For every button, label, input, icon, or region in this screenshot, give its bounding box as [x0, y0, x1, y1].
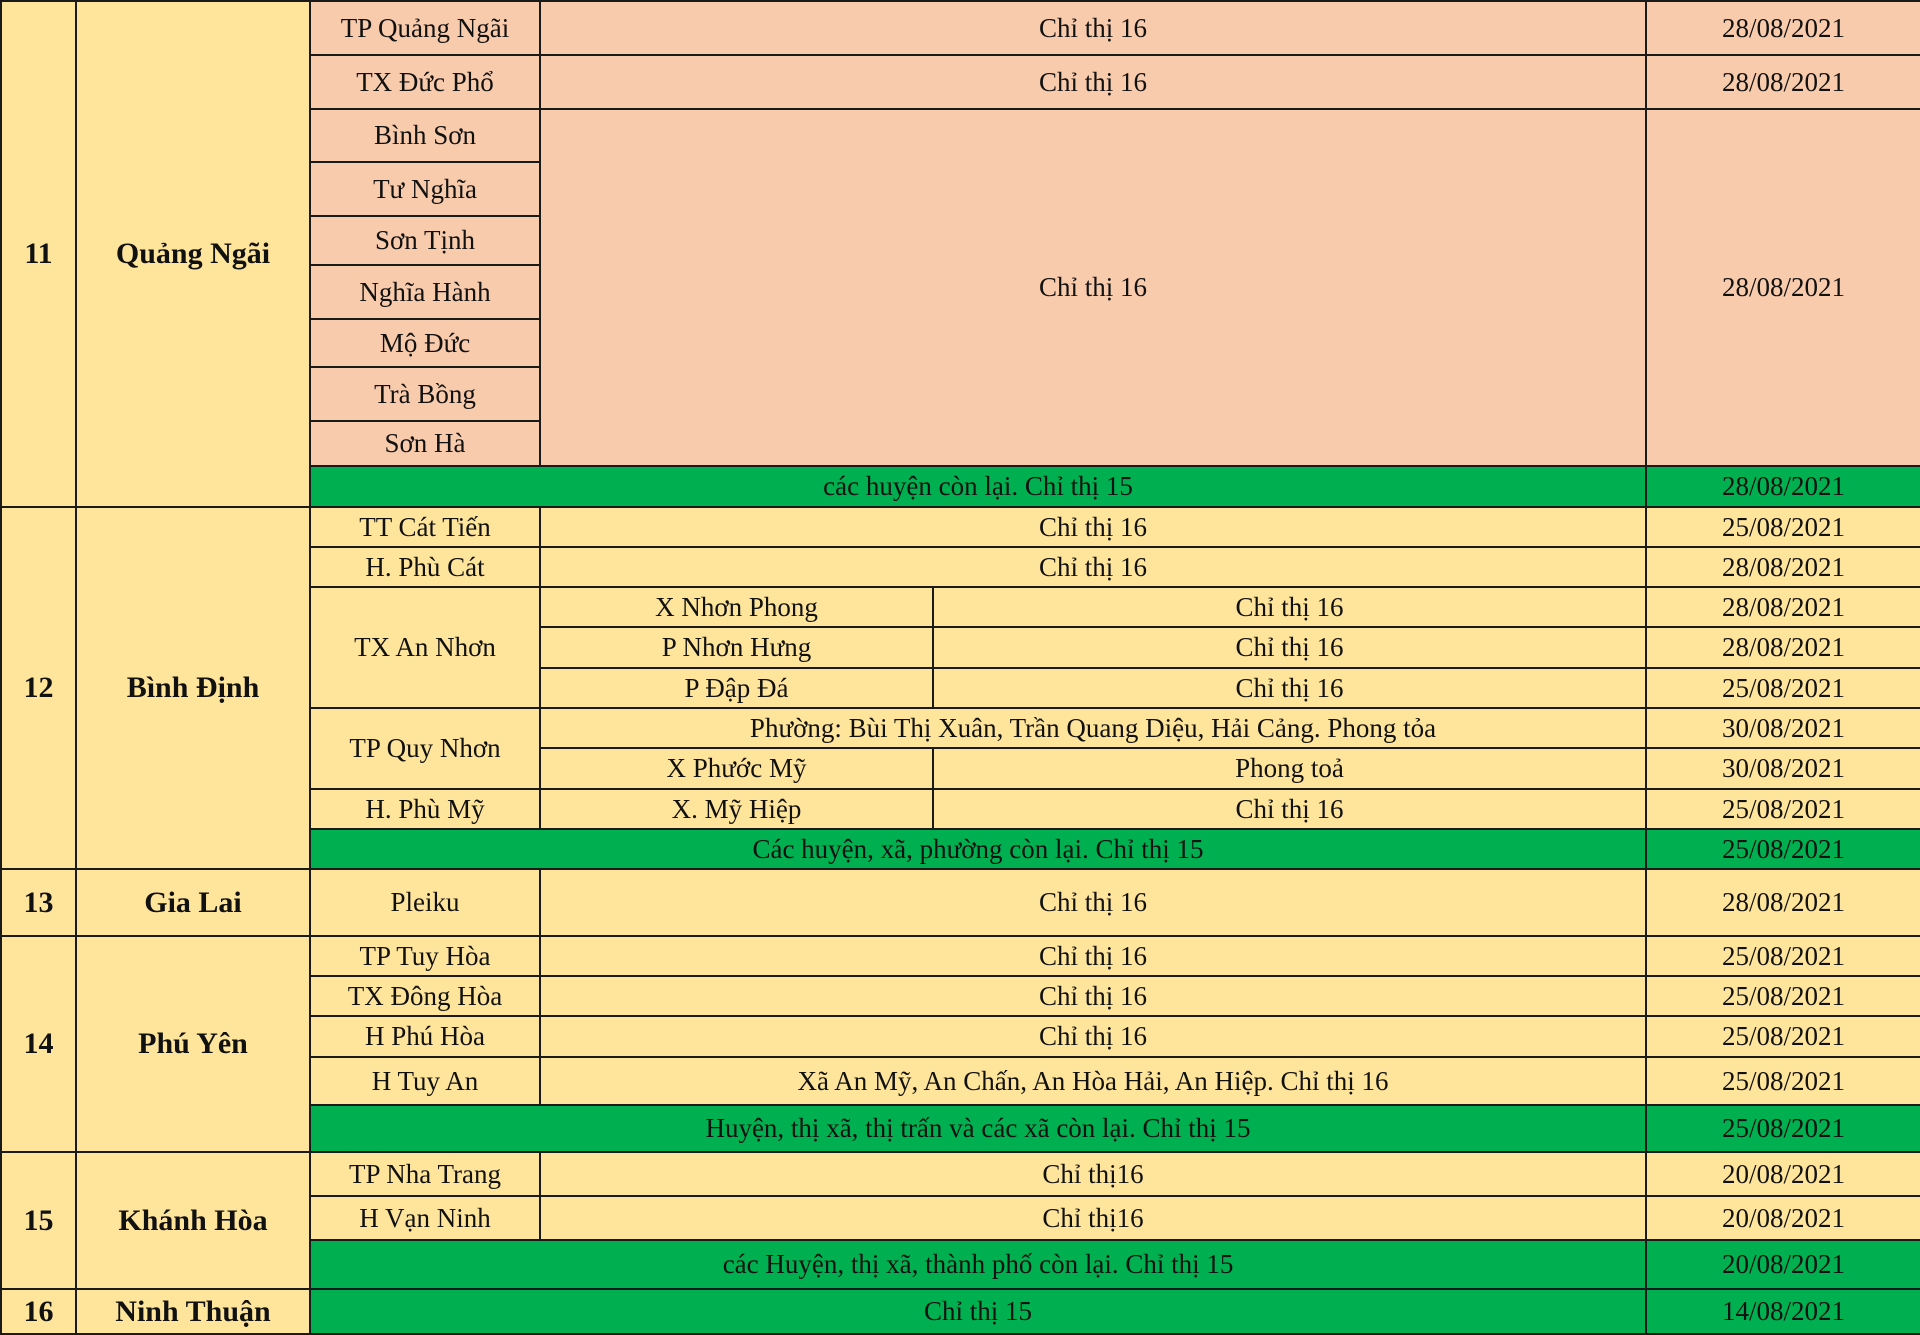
remaining-status-cell: các huyện còn lại. Chỉ thị 15: [310, 466, 1646, 507]
date-cell: 14/08/2021: [1646, 1289, 1920, 1334]
table-row: [1, 936, 1920, 976]
area-cell: TT Cát Tiến: [310, 507, 540, 547]
date-cell: 30/08/2021: [1646, 748, 1920, 789]
province-name: Bình Định: [76, 507, 310, 869]
date-cell: 28/08/2021: [1646, 1, 1920, 55]
status-cell: Chỉ thị 16: [540, 869, 1646, 936]
table-row: [1, 869, 1920, 936]
area-cell: TP Nha Trang: [310, 1152, 540, 1196]
province-name: Ninh Thuận: [76, 1289, 310, 1334]
status-cell: Chỉ thị16: [540, 1196, 1646, 1240]
date-cell: 28/08/2021: [1646, 587, 1920, 627]
area-cell: Pleiku: [310, 869, 540, 936]
row-number: 12: [1, 507, 76, 869]
province-name: Quảng Ngãi: [76, 1, 310, 507]
date-cell: 25/08/2021: [1646, 789, 1920, 829]
status-cell: Chỉ thị 16: [933, 587, 1646, 627]
ward-cell: X Phước Mỹ: [540, 748, 933, 789]
area-cell: H Tuy An: [310, 1057, 540, 1105]
area-cell: H Vạn Ninh: [310, 1196, 540, 1240]
area-cell: H. Phù Mỹ: [310, 789, 540, 829]
area-cell: H Phú Hòa: [310, 1016, 540, 1057]
area-cell: H. Phù Cát: [310, 547, 540, 587]
table-row: [1, 1, 1920, 55]
status-cell: Chỉ thị 16: [933, 789, 1646, 829]
area-cell: Mộ Đức: [310, 319, 540, 367]
row-number: 15: [1, 1152, 76, 1289]
table-row: [1, 1152, 1920, 1196]
area-cell: TP Quảng Ngãi: [310, 1, 540, 55]
table-row: [1, 507, 1920, 547]
date-cell: 25/08/2021: [1646, 1057, 1920, 1105]
remaining-status-cell: Huyện, thị xã, thị trấn và các xã còn lại. Chỉ thị 15: [310, 1105, 1646, 1152]
province-name: Khánh Hòa: [76, 1152, 310, 1289]
date-cell: 25/08/2021: [1646, 829, 1920, 869]
area-cell: Nghĩa Hành: [310, 265, 540, 319]
status-cell: Chỉ thị 16: [540, 936, 1646, 976]
remaining-status-cell: Chỉ thị 15: [310, 1289, 1646, 1334]
status-cell: Chỉ thị 16: [540, 547, 1646, 587]
remaining-status-cell: Các huyện, xã, phường còn lại. Chỉ thị 15: [310, 829, 1646, 869]
province-name: Gia Lai: [76, 869, 310, 936]
date-cell: 28/08/2021: [1646, 627, 1920, 668]
ward-cell: P Đập Đá: [540, 668, 933, 708]
status-cell: Chỉ thị 16: [540, 1, 1646, 55]
date-cell: 25/08/2021: [1646, 507, 1920, 547]
date-cell: 25/08/2021: [1646, 936, 1920, 976]
date-cell: 28/08/2021: [1646, 466, 1920, 507]
area-cell: TP Quy Nhơn: [310, 708, 540, 789]
row-number: 14: [1, 936, 76, 1152]
area-cell: TX An Nhơn: [310, 587, 540, 708]
status-cell: Chỉ thị 16: [540, 109, 1646, 466]
area-cell: Sơn Hà: [310, 421, 540, 466]
ward-cell: P Nhơn Hưng: [540, 627, 933, 668]
date-cell: 20/08/2021: [1646, 1240, 1920, 1289]
status-cell: Xã An Mỹ, An Chấn, An Hòa Hải, An Hiệp. Chỉ thị 16: [540, 1057, 1646, 1105]
row-number: 11: [1, 1, 76, 507]
ward-cell: X Nhơn Phong: [540, 587, 933, 627]
status-cell: Chỉ thị 16: [540, 55, 1646, 109]
area-cell: Bình Sơn: [310, 109, 540, 162]
date-cell: 25/08/2021: [1646, 976, 1920, 1016]
date-cell: 25/08/2021: [1646, 1105, 1920, 1152]
date-cell: 20/08/2021: [1646, 1196, 1920, 1240]
area-cell: TX Đức Phổ: [310, 55, 540, 109]
date-cell: 25/08/2021: [1646, 668, 1920, 708]
status-cell: Phường: Bùi Thị Xuân, Trần Quang Diệu, Hải Cảng. Phong tỏa: [540, 708, 1646, 748]
date-cell: 28/08/2021: [1646, 109, 1920, 466]
status-cell: Phong toả: [933, 748, 1646, 789]
date-cell: 20/08/2021: [1646, 1152, 1920, 1196]
status-cell: Chỉ thị 16: [540, 976, 1646, 1016]
status-cell: Chỉ thị 16: [540, 1016, 1646, 1057]
date-cell: 28/08/2021: [1646, 55, 1920, 109]
date-cell: 28/08/2021: [1646, 869, 1920, 936]
date-cell: 25/08/2021: [1646, 1016, 1920, 1057]
area-cell: Tư Nghĩa: [310, 162, 540, 216]
ward-cell: X. Mỹ Hiệp: [540, 789, 933, 829]
row-number: 13: [1, 869, 76, 936]
area-cell: Trà Bồng: [310, 367, 540, 421]
status-cell: Chỉ thị 16: [933, 627, 1646, 668]
province-name: Phú Yên: [76, 936, 310, 1152]
status-cell: Chỉ thị 16: [540, 507, 1646, 547]
row-number: 16: [1, 1289, 76, 1334]
remaining-status-cell: các Huyện, thị xã, thành phố còn lại. Chỉ thị 15: [310, 1240, 1646, 1289]
area-cell: TP Tuy Hòa: [310, 936, 540, 976]
status-cell: Chỉ thị 16: [933, 668, 1646, 708]
table-row: [1, 1289, 1920, 1334]
date-cell: 30/08/2021: [1646, 708, 1920, 748]
status-cell: Chỉ thị16: [540, 1152, 1646, 1196]
area-cell: TX Đông Hòa: [310, 976, 540, 1016]
area-cell: Sơn Tịnh: [310, 216, 540, 265]
date-cell: 28/08/2021: [1646, 547, 1920, 587]
